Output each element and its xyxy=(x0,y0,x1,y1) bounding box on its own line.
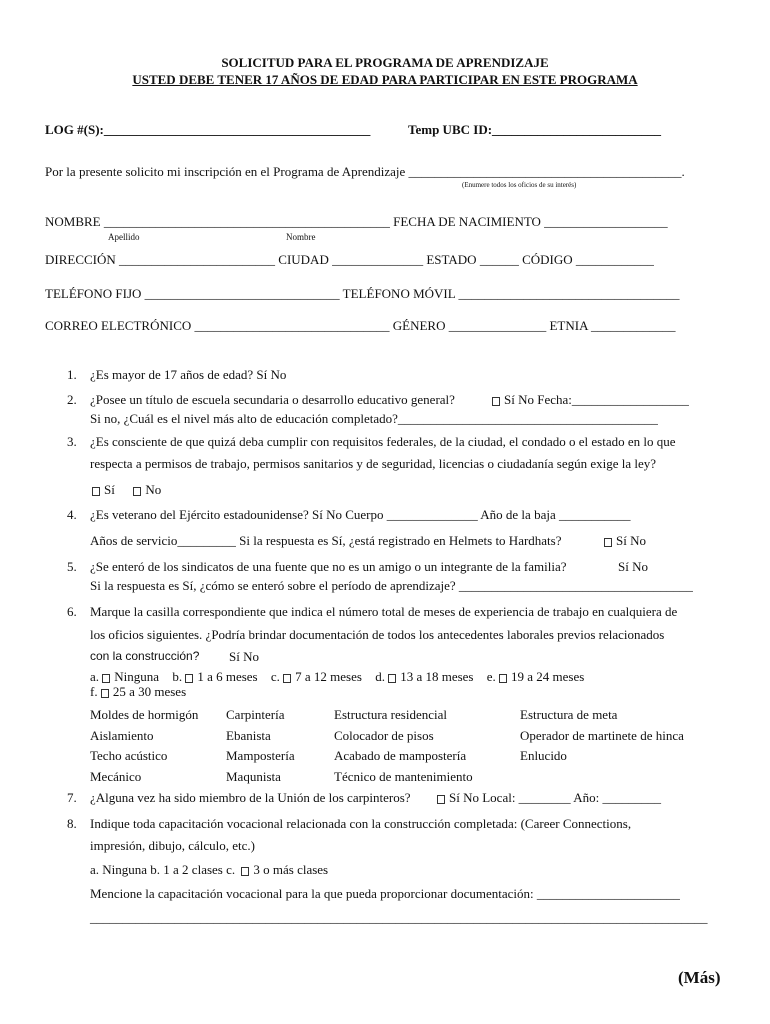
q2-options[interactable]: Sí No Fecha:__________________ xyxy=(504,392,689,407)
q1-number: 1. xyxy=(67,367,77,382)
q2-si-checkbox[interactable] xyxy=(492,397,500,406)
page-title: SOLICITUD PARA EL PROGRAMA DE APRENDIZAJE xyxy=(221,55,549,70)
q3-text-a: ¿Es consciente de que quizá deba cumplir con requisitos federales, de la ciudad, el condado o el estado en lo que xyxy=(90,434,676,449)
q5-number: 5. xyxy=(67,559,77,574)
phone-row[interactable]: TELÉFONO FIJO ______________________________ TELÉFONO MÓVIL __________________________________ xyxy=(45,286,680,301)
trade-item: Maqunista xyxy=(226,768,281,784)
trade-item: Estructura de meta xyxy=(520,707,618,722)
trade-item: Carpintería xyxy=(226,707,285,722)
q3-number: 3. xyxy=(67,434,77,449)
q6-text-a: Marque la casilla correspondiente que indica el número total de meses de experiencia de trabajo en cualquiera de xyxy=(90,604,678,619)
trade-item: Ebanista xyxy=(226,727,271,743)
q8-c-checkbox[interactable] xyxy=(241,867,249,876)
q4-text[interactable]: ¿Es veterano del Ejército estadounidense? Sí No Cuerpo ______________ Año de la baja ___________ xyxy=(90,507,631,522)
trade-item: Enlucido xyxy=(520,748,567,763)
q8-text-b: impresión, dibujo, cálculo, etc.) xyxy=(90,838,255,853)
trade-item: Colocador de pisos xyxy=(334,727,434,743)
q3-text-b: respecta a permisos de trabajo, permisos sanitarios y de seguridad, licencias o ciudadanía según exige la ley? xyxy=(90,456,657,471)
trade-item: Acabado de mampostería xyxy=(334,748,467,763)
q8-options-ab[interactable]: a. Ninguna b. 1 a 2 clases c. xyxy=(90,862,236,877)
q6-options[interactable]: Sí No xyxy=(229,649,259,664)
q7-text: ¿Alguna vez ha sido miembro de la Unión de los carpinteros? xyxy=(90,790,411,805)
q3-si-checkbox[interactable] xyxy=(92,487,100,496)
q7-options[interactable]: Sí No Local: ________ Año: _________ xyxy=(449,790,661,805)
program-field[interactable]: Por la presente solicito mi inscripción en el Programa de Aprendizaje __________________________________________. xyxy=(45,164,685,179)
q3-si-label: Sí xyxy=(104,482,115,497)
trades-col-4 xyxy=(520,705,684,767)
trade-item: Mecánico xyxy=(90,768,142,784)
q2-number: 2. xyxy=(67,392,77,407)
q2-text: ¿Posee un título de escuela secundaria o desarrollo educativo general? xyxy=(90,392,455,407)
q8-documentation-field[interactable]: Mencione la capacitación vocacional para la que pueda proporcionar documentación: ______________________ xyxy=(90,886,680,901)
q6-e-checkbox[interactable] xyxy=(499,674,507,683)
trade-item: Técnico de mantenimiento xyxy=(334,768,473,784)
q4-number: 4. xyxy=(67,507,77,522)
email-row[interactable]: CORREO ELECTRÓNICO ______________________________ GÉNERO _______________ ETNIA _____________ xyxy=(45,318,676,333)
trade-item: Operador de martinete de hinca xyxy=(520,727,684,743)
temp-ubc-id-field[interactable]: Temp UBC ID:__________________________ xyxy=(408,122,662,137)
trades-col-1 xyxy=(90,705,198,787)
q5-text: ¿Se enteró de los sindicatos de una fuente que no es un amigo o un integrante de la familia? xyxy=(90,559,567,574)
address-row[interactable]: DIRECCIÓN ________________________ CIUDAD ______________ ESTADO ______ CÓDIGO ____________ xyxy=(45,252,654,267)
program-note: (Enumere todos los oficios de su interés) xyxy=(462,181,577,189)
log-field[interactable]: LOG #(S):_________________________________________ xyxy=(45,122,371,137)
q8-extra-line[interactable]: _______________________________________________________________________________________________ xyxy=(90,910,708,925)
trade-item: Mampostería xyxy=(226,748,295,763)
apellido-label: Apellido xyxy=(108,232,140,242)
page-subtitle: USTED DEBE TENER 17 AÑOS DE EDAD PARA PARTICIPAR EN ESTE PROGRAMA xyxy=(132,72,638,87)
q6-d-checkbox[interactable] xyxy=(388,674,396,683)
q8-c-label: 3 o más clases xyxy=(253,862,329,877)
q3-no-label: No xyxy=(145,482,162,497)
q6-text-c: con la construcción? xyxy=(90,649,200,663)
q4-hth-options[interactable]: Sí No xyxy=(616,533,646,548)
q8-text-a: Indique toda capacitación vocacional relacionada con la construcción completada: (Career Connections, xyxy=(90,816,632,831)
q6-text-b: los oficios siguientes. ¿Podría brindar documentación de todos los antecedentes laborales previos relacionados xyxy=(90,627,665,642)
q8-number: 8. xyxy=(67,816,77,831)
q5-how-field[interactable]: Si la respuesta es Sí, ¿cómo se enteró sobre el período de aprendizaje? ____________________________________ xyxy=(90,578,693,593)
trade-item: Estructura residencial xyxy=(334,707,447,722)
q4-hth-checkbox[interactable] xyxy=(604,538,612,547)
q6-f-label: 25 a 30 meses xyxy=(112,684,187,699)
q6-b-label: 1 a 6 meses xyxy=(197,669,258,684)
q1-text[interactable]: ¿Es mayor de 17 años de edad? Sí No xyxy=(90,367,287,382)
q4-service-years[interactable]: Años de servicio_________ Si la respuesta es Sí, ¿está registrado en Helmets to Hardhats? xyxy=(90,533,562,548)
q7-si-checkbox[interactable] xyxy=(437,795,445,804)
q3-no-checkbox[interactable] xyxy=(133,487,141,496)
name-birthdate-row[interactable]: NOMBRE ____________________________________________ FECHA DE NACIMIENTO ___________________ xyxy=(45,214,668,229)
nombre-label: Nombre xyxy=(286,232,316,242)
q6-b-checkbox[interactable] xyxy=(185,674,193,683)
trade-item: Techo acústico xyxy=(90,748,168,763)
q5-options[interactable]: Sí No xyxy=(618,559,648,574)
q7-number: 7. xyxy=(67,790,77,805)
q6-f-checkbox[interactable] xyxy=(101,689,109,698)
q6-number: 6. xyxy=(67,604,77,619)
q6-a-checkbox[interactable] xyxy=(102,674,110,683)
q6-a-label: Ninguna xyxy=(114,669,160,684)
q6-d-label: 13 a 18 meses xyxy=(400,669,474,684)
more-label: (Más) xyxy=(678,968,721,987)
q6-c-label: 7 a 12 meses xyxy=(295,669,362,684)
q6-months-row: a. Ninguna b. 1 a 6 meses c. 7 a 12 meses d. 13 a 18 meses e. 19 a 24 meses xyxy=(90,669,585,684)
q2-education-level[interactable]: Si no, ¿Cuál es el nivel más alto de educación completado?________________________________________ xyxy=(90,411,658,426)
q6-c-checkbox[interactable] xyxy=(283,674,291,683)
trades-col-3 xyxy=(334,705,473,787)
trade-item: Moldes de hormigón xyxy=(90,707,199,722)
trades-col-2 xyxy=(226,705,295,787)
trade-item: Aislamiento xyxy=(90,727,154,743)
q6-e-label: 19 a 24 meses xyxy=(511,669,585,684)
